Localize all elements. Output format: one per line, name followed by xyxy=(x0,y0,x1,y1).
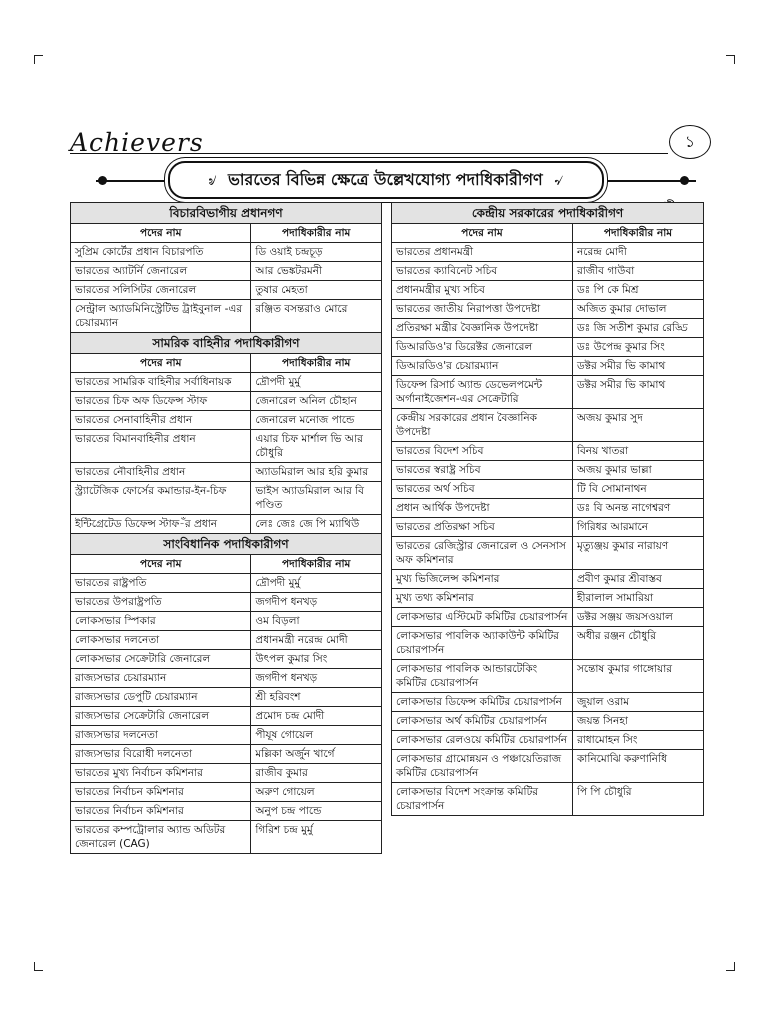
page-title: ভারতের বিভিন্ন ক্ষেত্রে উল্লেখযোগ্য পদাধিকারীগণ xyxy=(227,170,543,189)
post-name: ডিআরডিও'র চেয়ারম্যান xyxy=(392,357,573,376)
table-row xyxy=(392,409,704,442)
post-name: লোকসভার স্পিকার xyxy=(71,612,251,631)
holder-name: অজিত কুমার দোভাল xyxy=(572,300,703,319)
holder-name: লেঃ জেঃ জে পি ম্যাথিউ xyxy=(251,515,382,534)
table-row xyxy=(392,589,704,608)
left-1-column-header-row xyxy=(71,354,382,373)
holder-name: প্রমোদ চন্দ্র মোদী xyxy=(251,707,382,726)
holder-name: ডঃ পি কে মিশ্র xyxy=(572,281,703,300)
post-name: লোকসভার রেলওয়ে কমিটির চেয়ারপার্সন xyxy=(392,731,573,750)
holder-name: প্রবীণ কুমার শ্রীবাস্তব xyxy=(572,570,703,589)
holder-name: আর ভেঙ্কটরমনী xyxy=(251,262,382,281)
post-name: ভারতের সলিসিটর জেনারেল xyxy=(71,281,251,300)
holder-name: কানিমোঝি করুণানিধি xyxy=(572,750,703,783)
table-row xyxy=(392,537,704,570)
table-row xyxy=(392,518,704,537)
post-name: ভারতের রাষ্ট্রপতি xyxy=(71,574,251,593)
holder-name: ডঃ বি অনন্ত নাগেশ্বরণ xyxy=(572,499,703,518)
table-row xyxy=(71,688,382,707)
post-name: রাজ্যসভার দলনেতা xyxy=(71,726,251,745)
right-section-title-row xyxy=(392,203,704,224)
post-column-header: পদের নাম xyxy=(71,555,251,574)
table-row xyxy=(71,463,382,482)
holder-name: প্রধানমন্ত্রী নরেন্দ্র মোদী xyxy=(251,631,382,650)
holder-name: রাধামোহন সিং xyxy=(572,731,703,750)
post-name: ভারতের নির্বাচন কমিশনার xyxy=(71,783,251,802)
table-row xyxy=(392,731,704,750)
header-rule xyxy=(70,153,668,154)
holder-name: গিরিশ চন্দ্র মুর্মু xyxy=(251,821,382,854)
table-row xyxy=(71,262,382,281)
right-column-header-row xyxy=(392,224,704,243)
left-2-section-title: সাংবিধানিক পদাধিকারীগণ xyxy=(71,534,382,555)
ornament-left-icon: ৶ xyxy=(208,171,217,189)
holder-name: ডি ওয়াই চন্দ্রচূড় xyxy=(251,243,382,262)
left-officials-table xyxy=(70,202,382,854)
holder-name: গিরিধর আরমানে xyxy=(572,518,703,537)
table-row xyxy=(71,300,382,333)
holder-name: জুয়াল ওরাম xyxy=(572,693,703,712)
table-row xyxy=(392,461,704,480)
holder-name: সন্তোষ কুমার গাঙ্গোয়ার xyxy=(572,660,703,693)
holder-name: অ্যাডমিরাল আর হরি কুমার xyxy=(251,463,382,482)
left-1-section-title-row xyxy=(71,333,382,354)
table-row xyxy=(71,281,382,300)
holder-name: উৎপল কুমার সিং xyxy=(251,650,382,669)
table-row xyxy=(392,281,704,300)
table-row xyxy=(392,262,704,281)
table-row xyxy=(392,319,704,338)
post-name: ভারতের জাতীয় নিরাপত্তা উপদেষ্টা xyxy=(392,300,573,319)
post-name: লোকসভার গ্রামোন্নয়ন ও পঞ্চায়েতিরাজ কমিটির চেয়ারপার্সন xyxy=(392,750,573,783)
post-name: লোকসভার অর্থ কমিটির চেয়ারপার্সন xyxy=(392,712,573,731)
table-row xyxy=(71,821,382,854)
table-row xyxy=(392,783,704,816)
holder-name: দ্রৌপদী মুর্মু xyxy=(251,373,382,392)
post-name: ডিআরডিও'র ডিরেক্টর জেনারেল xyxy=(392,338,573,357)
banner-dot-left xyxy=(98,176,107,185)
table-row xyxy=(71,669,382,688)
table-row xyxy=(392,357,704,376)
holder-name: ডঃ উপেন্দ্র কুমার সিং xyxy=(572,338,703,357)
holder-name: অধীর রঞ্জন চৌধুরি xyxy=(572,627,703,660)
holder-name: রাজীব কুমার xyxy=(251,764,382,783)
post-name: স্ট্র্যাটেজিক ফোর্সের কমান্ডার-ইন-চিফ xyxy=(71,482,251,515)
table-row xyxy=(71,707,382,726)
post-column-header: পদের নাম xyxy=(71,354,251,373)
holder-name: জেনারেল মনোজ পান্ডে xyxy=(251,411,382,430)
table-row xyxy=(71,764,382,783)
holder-name: রঞ্জিত বসন্তরাও মোরে xyxy=(251,300,382,333)
post-name: ডিফেন্স রিসার্চ অ্যান্ড ডেভেলপমেন্ট অর্গানাইজেশন-এর সেক্রেটারি xyxy=(392,376,573,409)
table-row xyxy=(392,660,704,693)
table-row xyxy=(71,515,382,534)
banner-dot-right xyxy=(680,176,689,185)
holder-name: শ্রী হরিবংশ xyxy=(251,688,382,707)
post-name: লোকসভার এস্টিমেট কমিটির চেয়ারপার্সন xyxy=(392,608,573,627)
holder-name: ডক্টর সঞ্জয় জয়সওয়াল xyxy=(572,608,703,627)
holder-name: জগদীপ ধনখড় xyxy=(251,593,382,612)
holder-name: ওম বিড়লা xyxy=(251,612,382,631)
post-name: লোকসভার দলনেতা xyxy=(71,631,251,650)
post-name: ভারতের রেজিস্ট্রার জেনারেল ও সেনসাস অফ কমিশনার xyxy=(392,537,573,570)
post-name: লোকসভার পাবলিক আন্ডারটেকিং কমিটির চেয়ারপার্সন xyxy=(392,660,573,693)
table-row xyxy=(71,650,382,669)
table-row xyxy=(392,243,704,262)
table-row xyxy=(392,499,704,518)
holder-name: টি বি সোমানাথন xyxy=(572,480,703,499)
table-row xyxy=(392,376,704,409)
post-name: ভারতের প্রতিরক্ষা সচিব xyxy=(392,518,573,537)
table-row xyxy=(71,802,382,821)
crop-mark-bottom-left xyxy=(34,962,43,971)
post-name: ভারতের কম্পট্রোলার অ্যান্ড অডিটর জেনারেল (CAG) xyxy=(71,821,251,854)
table-row xyxy=(392,693,704,712)
table-row xyxy=(71,612,382,631)
crop-mark-top-left xyxy=(34,55,43,64)
post-name: লোকসভার সেক্রেটারি জেনারেল xyxy=(71,650,251,669)
post-column-header: পদের নাম xyxy=(71,224,251,243)
post-name: সেন্ট্রাল অ্যাডমিনিস্ট্রেটিভ ট্রাইবুনাল -এর চেয়ারম্যান xyxy=(71,300,251,333)
table-row xyxy=(71,745,382,764)
post-name: প্রধানমন্ত্রীর মুখ্য সচিব xyxy=(392,281,573,300)
post-name: মুখ্য ভিজিলেন্স কমিশনার xyxy=(392,570,573,589)
table-row xyxy=(71,574,382,593)
post-name: লোকসভার ডিফেন্স কমিটির চেয়ারপার্সন xyxy=(392,693,573,712)
table-row xyxy=(71,631,382,650)
table-row xyxy=(392,750,704,783)
holder-name: জয়ন্ত সিনহা xyxy=(572,712,703,731)
table-row xyxy=(392,480,704,499)
table-row xyxy=(71,726,382,745)
left-2-column-header-row xyxy=(71,555,382,574)
holder-name: হীরালাল সামারিয়া xyxy=(572,589,703,608)
table-row xyxy=(71,392,382,411)
right-section-title: কেন্দ্রীয় সরকারের পদাধিকারীগণ xyxy=(392,203,704,224)
page-number: ১ xyxy=(669,125,711,159)
holder-name: এয়ার চিফ মার্শাল ভি আর চৌধুরি xyxy=(251,430,382,463)
post-name: ইন্টিগ্রেটেড ডিফেন্স স্টাফ-ঁর প্রধান xyxy=(71,515,251,534)
post-name: ভারতের নৌবাহিনীর প্রধান xyxy=(71,463,251,482)
post-name: সুপ্রিম কোর্টের প্রধান বিচারপতি xyxy=(71,243,251,262)
holder-name: জেনারেল অনিল চৌহান xyxy=(251,392,382,411)
holder-name: তুষার মেহতা xyxy=(251,281,382,300)
post-name: রাজ্যসভার বিরোধী দলনেতা xyxy=(71,745,251,764)
page-title-banner xyxy=(168,161,604,199)
post-name: ভারতের চিফ অফ ডিফেন্স স্টাফ xyxy=(71,392,251,411)
holder-name: মল্লিকা অর্জুন খার্গে xyxy=(251,745,382,764)
post-name: প্রধান আর্থিক উপদেষ্টা xyxy=(392,499,573,518)
left-1-section-title: সামরিক বাহিনীর পদাধিকারীগণ xyxy=(71,333,382,354)
post-name: রাজ্যসভার চেয়ারম্যান xyxy=(71,669,251,688)
post-name: ভারতের অর্থ সচিব xyxy=(392,480,573,499)
post-name: মুখ্য তথ্য কমিশনার xyxy=(392,589,573,608)
holder-column-header: পদাধিকারীর নাম xyxy=(251,555,382,574)
table-row xyxy=(392,608,704,627)
holder-name: পীযূষ গোয়েল xyxy=(251,726,382,745)
holder-column-header: পদাধিকারীর নাম xyxy=(251,354,382,373)
table-row xyxy=(71,411,382,430)
post-name: প্রতিরক্ষা মন্ত্রীর বৈজ্ঞানিক উপদেষ্টা xyxy=(392,319,573,338)
table-row xyxy=(392,627,704,660)
crop-mark-bottom-right xyxy=(726,962,735,971)
post-column-header: পদের নাম xyxy=(392,224,573,243)
holder-name: ভাইস অ্যাডমিরাল আর বি পণ্ডিত xyxy=(251,482,382,515)
brand-title: Achievers xyxy=(70,128,204,157)
left-2-section-title-row xyxy=(71,534,382,555)
table-row xyxy=(392,300,704,319)
post-name: রাজ্যসভার ডেপুটি চেয়ারম্যান xyxy=(71,688,251,707)
post-name: কেন্দ্রীয় সরকারের প্রধান বৈজ্ঞানিক উপদেষ্টা xyxy=(392,409,573,442)
holder-name: অজয় কুমার সুদ xyxy=(572,409,703,442)
post-name: রাজ্যসভার সেক্রেটারি জেনারেল xyxy=(71,707,251,726)
table-row xyxy=(71,373,382,392)
table-row xyxy=(392,712,704,731)
post-name: লোকসভার পাবলিক অ্যাকাউন্ট কমিটির চেয়ারপার্সন xyxy=(392,627,573,660)
right-officials-table xyxy=(391,202,704,816)
post-name: ভারতের স্বরাষ্ট্র সচিব xyxy=(392,461,573,480)
post-name: ভারতের প্রধানমন্ত্রী xyxy=(392,243,573,262)
post-name: ভারতের বিমানবাহিনীর প্রধান xyxy=(71,430,251,463)
post-name: ভারতের অ্যাটর্নি জেনারেল xyxy=(71,262,251,281)
left-0-section-title: বিচারবিভাগীয় প্রধানগণ xyxy=(71,203,382,224)
holder-column-header: পদাধিকারীর নাম xyxy=(251,224,382,243)
left-0-section-title-row xyxy=(71,203,382,224)
holder-column-header: পদাধিকারীর নাম xyxy=(572,224,703,243)
holder-name: ডক্টর সমীর ভি কামাথ xyxy=(572,357,703,376)
holder-name: অজয় কুমার ভাল্লা xyxy=(572,461,703,480)
post-name: ভারতের সামরিক বাহিনীর সর্বাধিনায়ক xyxy=(71,373,251,392)
crop-mark-top-right xyxy=(726,55,735,64)
holder-name: জগদীপ ধনখড় xyxy=(251,669,382,688)
table-row xyxy=(71,430,382,463)
holder-name: বিনয় খাতরা xyxy=(572,442,703,461)
post-name: ভারতের সেনাবাহিনীর প্রধান xyxy=(71,411,251,430)
holder-name: রাজীব গাউবা xyxy=(572,262,703,281)
holder-name: অরুণ গোয়েল xyxy=(251,783,382,802)
post-name: ভারতের নির্বাচন কমিশনার xyxy=(71,802,251,821)
post-name: ভারতের বিদেশ সচিব xyxy=(392,442,573,461)
post-name: লোকসভার বিদেশ সংক্রান্ত কমিটির চেয়ারপার্সন xyxy=(392,783,573,816)
holder-name: ডঃ জি সতীশ কুমার রেড্ডি xyxy=(572,319,703,338)
table-row xyxy=(71,783,382,802)
post-name: ভারতের উপরাষ্ট্রপতি xyxy=(71,593,251,612)
holder-name: দ্রৌপদী মুর্মু xyxy=(251,574,382,593)
holder-name: পি পি চৌধুরি xyxy=(572,783,703,816)
table-row xyxy=(392,570,704,589)
table-row xyxy=(71,243,382,262)
table-row xyxy=(71,593,382,612)
table-row xyxy=(392,442,704,461)
post-name: ভারতের মুখ্য নির্বাচন কমিশনার xyxy=(71,764,251,783)
table-row xyxy=(392,338,704,357)
post-name: ভারতের ক্যাবিনেট সচিব xyxy=(392,262,573,281)
holder-name: নরেন্দ্র মোদী xyxy=(572,243,703,262)
left-0-column-header-row xyxy=(71,224,382,243)
ornament-right-icon: ৵ xyxy=(554,171,564,189)
holder-name: অনুপ চন্দ্র পান্ডে xyxy=(251,802,382,821)
holder-name: মৃত্যুঞ্জয় কুমার নারায়ণ xyxy=(572,537,703,570)
table-row xyxy=(71,482,382,515)
holder-name: ডক্টর সমীর ভি কামাথ xyxy=(572,376,703,409)
